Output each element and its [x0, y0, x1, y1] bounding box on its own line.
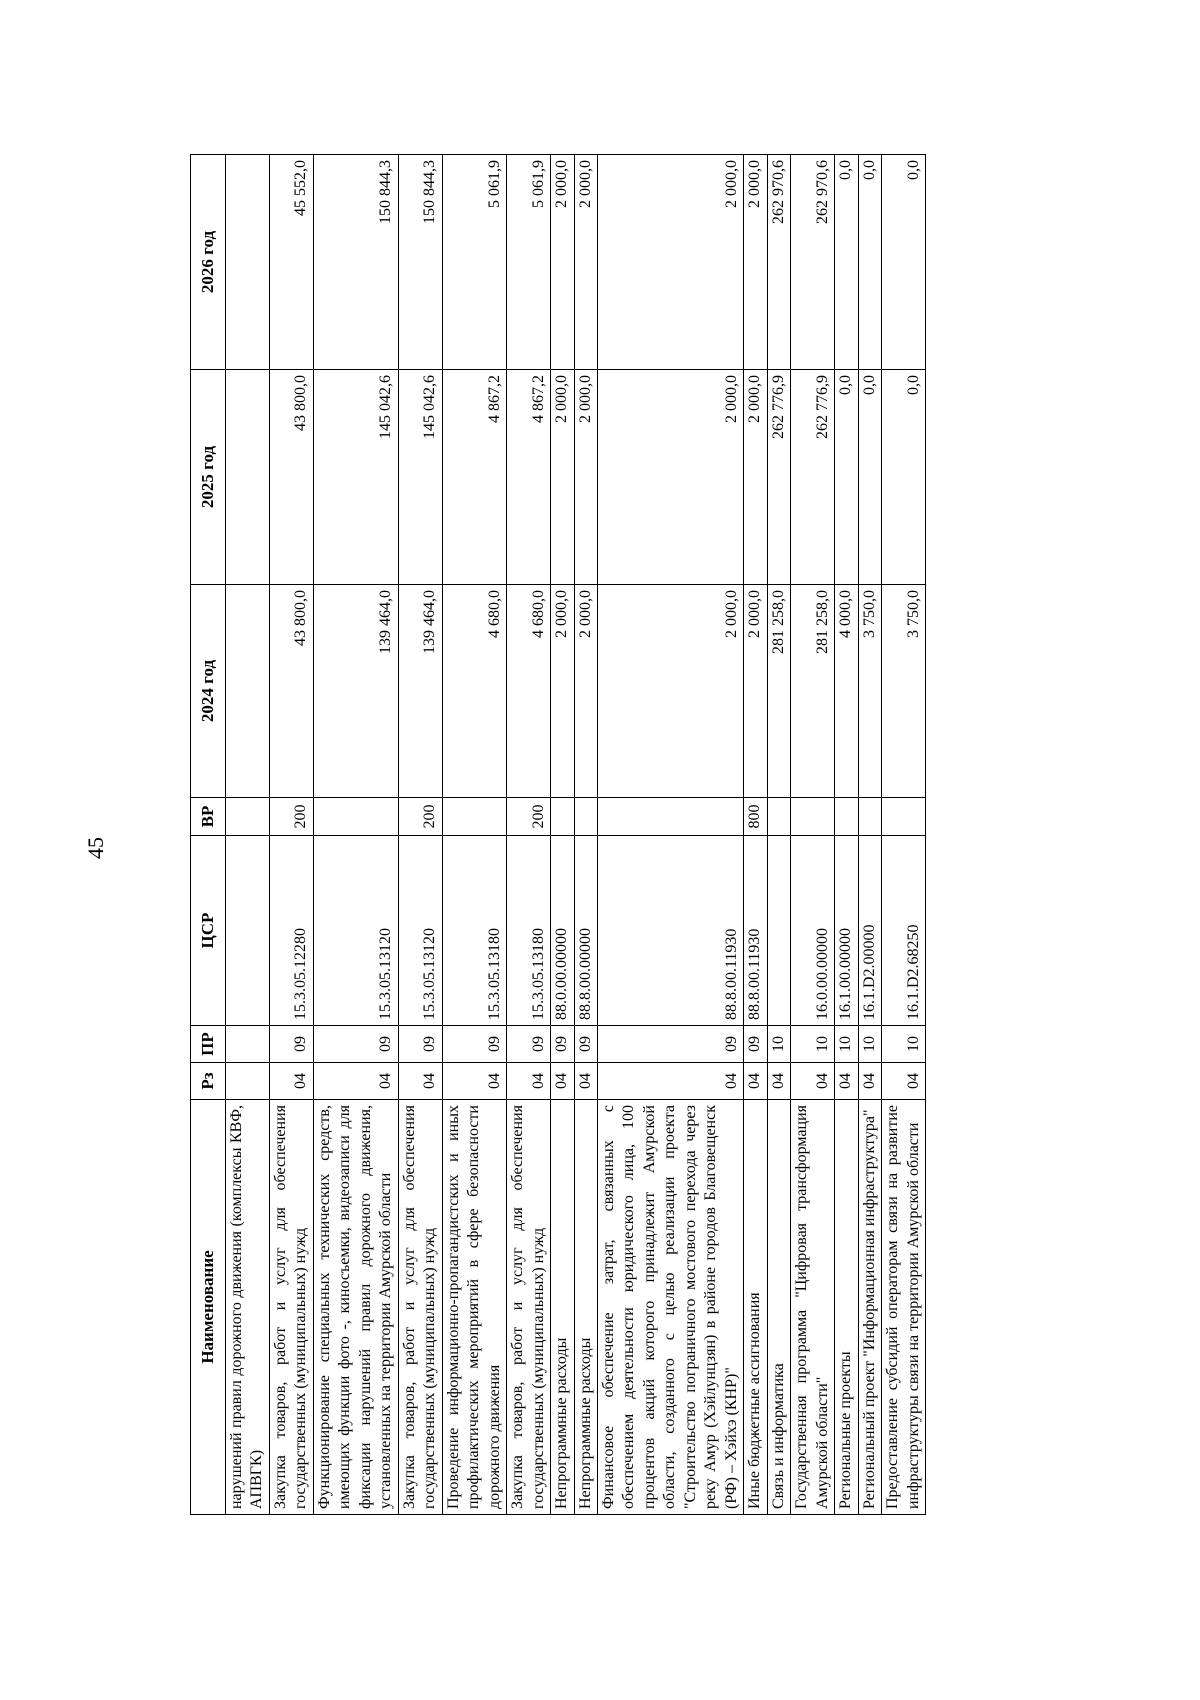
cell-csr: 88.0.00.00000 — [551, 836, 574, 1026]
cell-vr — [791, 798, 835, 836]
header-2025: 2025 год — [191, 370, 226, 585]
cell-2026: 2 000,0 — [551, 155, 574, 370]
cell-2025: 145 042,6 — [398, 370, 442, 585]
cell-pr: 09 — [313, 1026, 398, 1063]
cell-name: Региональные проекты — [835, 1100, 858, 1515]
cell-pr: 09 — [551, 1026, 574, 1063]
cell-2024: 2 000,0 — [597, 585, 743, 798]
cell-2026: 45 552,0 — [269, 155, 313, 370]
cell-rz: 04 — [744, 1063, 767, 1100]
cell-2024: 3 750,0 — [858, 585, 881, 798]
cell-csr: 15.3.05.13120 — [398, 836, 442, 1026]
rotated-page-content — [190, 155, 926, 1515]
cell-rz: 04 — [858, 1063, 881, 1100]
cell-2025: 2 000,0 — [597, 370, 743, 585]
cell-csr: 16.0.00.00000 — [791, 836, 835, 1026]
cell-rz: 04 — [767, 1063, 790, 1100]
cell-2025 — [226, 370, 270, 585]
cell-vr — [767, 798, 790, 836]
header-name: Наименование — [191, 1100, 226, 1515]
cell-pr: 09 — [442, 1026, 506, 1063]
cell-name: Закупка товаров, работ и услуг для обеспечения государственных (муниципальных) нужд — [269, 1100, 313, 1515]
cell-2024: 2 000,0 — [744, 585, 767, 798]
table-row — [313, 155, 398, 1515]
cell-2026: 0,0 — [882, 155, 926, 370]
cell-2025: 43 800,0 — [269, 370, 313, 585]
cell-vr — [313, 798, 398, 836]
cell-2025: 262 776,9 — [791, 370, 835, 585]
table-row — [835, 155, 858, 1515]
cell-2025: 262 776,9 — [767, 370, 790, 585]
cell-2025: 4 867,2 — [442, 370, 506, 585]
cell-2025: 145 042,6 — [313, 370, 398, 585]
cell-pr: 10 — [835, 1026, 858, 1063]
cell-2026: 262 970,6 — [767, 155, 790, 370]
cell-pr — [226, 1026, 270, 1063]
cell-vr — [597, 798, 743, 836]
table-row — [507, 155, 551, 1515]
cell-rz — [226, 1063, 270, 1100]
table-header-row — [191, 155, 226, 1515]
cell-csr: 16.1.D2.68250 — [882, 836, 926, 1026]
cell-pr: 10 — [791, 1026, 835, 1063]
cell-rz: 04 — [398, 1063, 442, 1100]
cell-2026: 150 844,3 — [313, 155, 398, 370]
cell-2026: 5 061,9 — [507, 155, 551, 370]
table-row — [858, 155, 881, 1515]
cell-name: Функционирование специальных технических средств, имеющих функции фото -, киносъемки, видеозаписи для фиксации нарушений правил дорожного движения, установленных на территории Амурской области — [313, 1100, 398, 1515]
cell-2025: 0,0 — [858, 370, 881, 585]
cell-name: Иные бюджетные ассигнования — [744, 1100, 767, 1515]
cell-2025: 2 000,0 — [574, 370, 597, 585]
cell-vr — [858, 798, 881, 836]
cell-pr: 10 — [858, 1026, 881, 1063]
header-2026: 2026 год — [191, 155, 226, 370]
cell-name: Государственная программа "Цифровая трансформация Амурской области" — [791, 1100, 835, 1515]
page-number: 45 — [83, 837, 108, 859]
cell-2025: 0,0 — [882, 370, 926, 585]
cell-vr — [442, 798, 506, 836]
cell-2024 — [226, 585, 270, 798]
cell-2025: 2 000,0 — [551, 370, 574, 585]
table-row — [226, 155, 270, 1515]
cell-2024: 281 258,0 — [791, 585, 835, 798]
cell-rz: 04 — [574, 1063, 597, 1100]
cell-csr: 88.8.00.11930 — [597, 836, 743, 1026]
table-row — [398, 155, 442, 1515]
header-2024: 2024 год — [191, 585, 226, 798]
cell-pr: 10 — [882, 1026, 926, 1063]
cell-name: Связь и информатика — [767, 1100, 790, 1515]
cell-2026: 150 844,3 — [398, 155, 442, 370]
cell-2026: 5 061,9 — [442, 155, 506, 370]
cell-2024: 139 464,0 — [313, 585, 398, 798]
cell-pr: 09 — [744, 1026, 767, 1063]
cell-name: Непрограммные расходы — [551, 1100, 574, 1515]
table-row — [574, 155, 597, 1515]
cell-name: Закупка товаров, работ и услуг для обеспечения государственных (муниципальных) нужд — [398, 1100, 442, 1515]
cell-name: нарушений правил дорожного движения (комплексы КВФ, АПВГК) — [226, 1100, 270, 1515]
cell-csr: 15.3.05.13180 — [442, 836, 506, 1026]
cell-2024: 43 800,0 — [269, 585, 313, 798]
table-row — [269, 155, 313, 1515]
cell-name: Проведение информационно-пропагандистских и иных профилактических мероприятий в сфере безопасности дорожного движения — [442, 1100, 506, 1515]
cell-name: Финансовое обеспечение затрат, связанных с обеспечением деятельности юридического лица, 100 процентов акций которого принадлежит Амурской области, созданного с целью реализации проекта "Строительство пограничного мостового перехода через реку Амур (Хэйлунцзян) в районе городов Благовещенск (РФ) – Хэйхэ (КНР)" — [597, 1100, 743, 1515]
cell-pr: 09 — [398, 1026, 442, 1063]
cell-2026: 262 970,6 — [791, 155, 835, 370]
cell-rz: 04 — [551, 1063, 574, 1100]
cell-rz: 04 — [882, 1063, 926, 1100]
cell-name: Предоставление субсидий операторам связи на развитие инфраструктуры связи на территории Амурской области — [882, 1100, 926, 1515]
cell-2025: 4 867,2 — [507, 370, 551, 585]
cell-2026: 2 000,0 — [597, 155, 743, 370]
cell-vr — [574, 798, 597, 836]
cell-csr — [226, 836, 270, 1026]
table-row — [767, 155, 790, 1515]
cell-2024: 139 464,0 — [398, 585, 442, 798]
cell-vr: 800 — [744, 798, 767, 836]
table-body — [226, 155, 926, 1515]
table-row — [882, 155, 926, 1515]
cell-2024: 4 680,0 — [507, 585, 551, 798]
header-pr: ПР — [191, 1026, 226, 1063]
cell-name: Непрограммные расходы — [574, 1100, 597, 1515]
cell-pr: 10 — [767, 1026, 790, 1063]
cell-csr: 15.3.05.13180 — [507, 836, 551, 1026]
cell-rz: 04 — [442, 1063, 506, 1100]
cell-pr: 09 — [507, 1026, 551, 1063]
cell-pr: 09 — [574, 1026, 597, 1063]
cell-rz: 04 — [313, 1063, 398, 1100]
cell-2026: 2 000,0 — [574, 155, 597, 370]
cell-vr — [226, 798, 270, 836]
table-row — [442, 155, 506, 1515]
cell-2026 — [226, 155, 270, 370]
cell-vr: 200 — [398, 798, 442, 836]
cell-vr — [882, 798, 926, 836]
cell-2024: 2 000,0 — [574, 585, 597, 798]
cell-2026: 0,0 — [835, 155, 858, 370]
cell-vr — [551, 798, 574, 836]
cell-2024: 4 000,0 — [835, 585, 858, 798]
table-row — [791, 155, 835, 1515]
header-csr: ЦСР — [191, 836, 226, 1026]
budget-table — [190, 154, 926, 1515]
header-vr: ВР — [191, 798, 226, 836]
cell-2024: 281 258,0 — [767, 585, 790, 798]
cell-rz: 04 — [791, 1063, 835, 1100]
cell-csr: 16.1.00.00000 — [835, 836, 858, 1026]
cell-rz: 04 — [507, 1063, 551, 1100]
cell-2025: 0,0 — [835, 370, 858, 585]
cell-vr: 200 — [507, 798, 551, 836]
header-rz: Рз — [191, 1063, 226, 1100]
cell-pr: 09 — [597, 1026, 743, 1063]
cell-name: Закупка товаров, работ и услуг для обеспечения государственных (муниципальных) нужд — [507, 1100, 551, 1515]
cell-rz: 04 — [597, 1063, 743, 1100]
cell-csr: 88.8.00.00000 — [574, 836, 597, 1026]
table-row — [551, 155, 574, 1515]
cell-2024: 2 000,0 — [551, 585, 574, 798]
cell-csr: 15.3.05.12280 — [269, 836, 313, 1026]
cell-csr: 15.3.05.13120 — [313, 836, 398, 1026]
cell-vr — [835, 798, 858, 836]
cell-2026: 2 000,0 — [744, 155, 767, 370]
table-row — [744, 155, 767, 1515]
cell-csr — [767, 836, 790, 1026]
cell-2024: 4 680,0 — [442, 585, 506, 798]
table-row — [597, 155, 743, 1515]
cell-2025: 2 000,0 — [744, 370, 767, 585]
cell-2024: 3 750,0 — [882, 585, 926, 798]
cell-2026: 0,0 — [858, 155, 881, 370]
cell-vr: 200 — [269, 798, 313, 836]
cell-csr: 16.1.D2.00000 — [858, 836, 881, 1026]
cell-rz: 04 — [269, 1063, 313, 1100]
cell-csr: 88.8.00.11930 — [744, 836, 767, 1026]
cell-rz: 04 — [835, 1063, 858, 1100]
cell-pr: 09 — [269, 1026, 313, 1063]
cell-name: Региональный проект "Информационная инфраструктура" — [858, 1100, 881, 1515]
